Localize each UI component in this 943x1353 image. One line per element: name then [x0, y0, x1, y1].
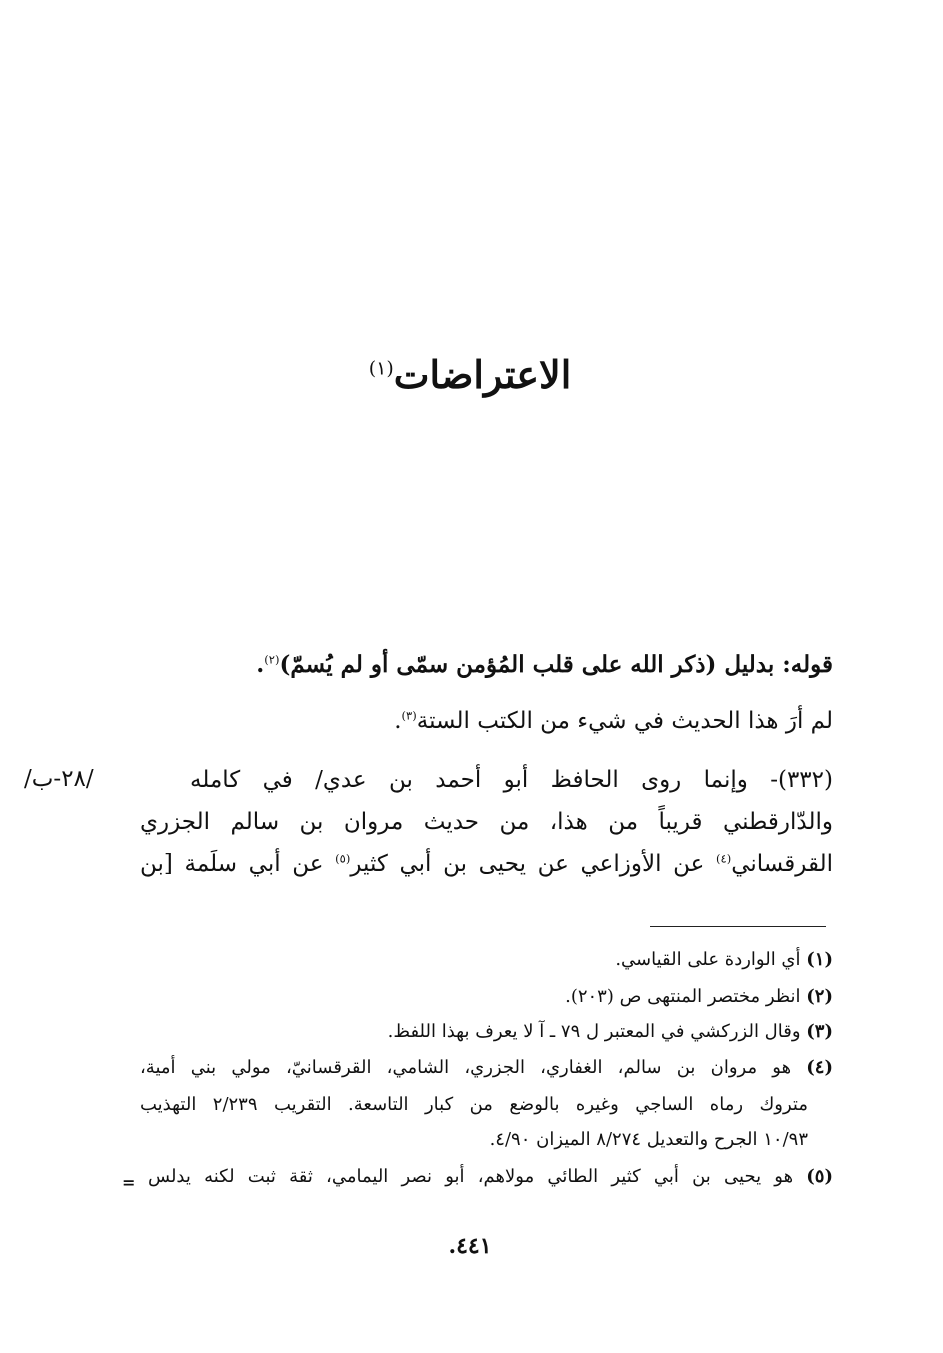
footnote-5 — [148, 1165, 833, 1188]
line5-part-b: عن الأوزاعي عن يحيى بن أبي كثير — [350, 851, 705, 877]
line2-text: لم أرَ هذا الحديث في شيء من الكتب الستة — [416, 708, 833, 734]
page-number: ٤٤١. — [448, 1233, 492, 1259]
body-line-5 — [140, 850, 833, 880]
manuscript-folio-ref: /٢٨-ب/ — [24, 766, 94, 792]
line5-part-c: عن أبي سلَمة [بن — [140, 851, 324, 877]
body-line-4: والدّارقطني قريباً من هذا، من حديث مروان بن سالم الجزري — [140, 809, 833, 835]
line1-end: . — [256, 651, 265, 678]
body-line-1 — [256, 650, 833, 680]
footnote-number: (٢) — [806, 986, 833, 1007]
footnote-separator — [650, 926, 826, 927]
heading-footnote-ref: (١) — [368, 357, 394, 380]
footnote-number: (٥) — [806, 1166, 833, 1187]
footnote-number: (١) — [806, 949, 833, 970]
footnote-ref-5: (٥) — [335, 851, 351, 866]
heading-title: الاعتراضات — [393, 352, 572, 397]
footnote-text: انظر مختصر المنتهى ص (٢٠٣). — [565, 986, 801, 1007]
line2-end: . — [394, 708, 402, 734]
footnote-3 — [388, 1020, 833, 1043]
footnote-text: أي الواردة على القياسي. — [615, 949, 801, 970]
footnote-4 — [140, 1056, 833, 1079]
section-heading — [300, 352, 640, 398]
quote-lead: قوله: — [782, 651, 833, 678]
footnote-text: هو يحيى بن أبي كثير الطائي مولاهم، أبو نصر اليمامي، ثقة ثبت لكنه يدلس — [148, 1166, 794, 1187]
footnote-text: وقال الزركشي في المعتبر ل ٧٩ ـ آ لا يعرف بهذا اللفظ. — [387, 1021, 801, 1042]
footnote-ref-3: (٣) — [401, 708, 417, 723]
footnote-ref-4: (٤) — [716, 851, 732, 866]
footnote-1 — [615, 948, 833, 971]
footnote-number: (٤) — [806, 1057, 833, 1078]
footnote-4-line-3: ١٠/٩٣ الجرح والتعديل ٨/٢٧٤ الميزان ٤/٩٠. — [489, 1129, 808, 1150]
continuation-mark: = — [122, 1173, 136, 1192]
footnote-4-line-2: متروك رماه الساجي وغيره بالوضع من كبار التاسعة. التقريب ٢/٢٣٩ التهذيب — [140, 1094, 808, 1115]
line5-part-a: القرقساني — [731, 851, 834, 877]
body-line-3: (٣٣٢)- وإنما روى الحافظ أبو أحمد بن عدي/ في كامله — [190, 767, 833, 793]
footnote-2 — [565, 985, 833, 1008]
quote-text: بدليل (ذكر الله على قلب المُؤمن سمّى أو لم يُسمّ) — [279, 651, 775, 678]
footnote-text: هو مروان بن سالم، الغفاري، الجزري، الشامي، القرقسانيّ، مولي بني أمية، — [140, 1057, 792, 1078]
footnote-number: (٣) — [806, 1021, 833, 1042]
footnote-ref-2: (٢) — [264, 652, 280, 667]
body-line-2 — [394, 707, 833, 737]
